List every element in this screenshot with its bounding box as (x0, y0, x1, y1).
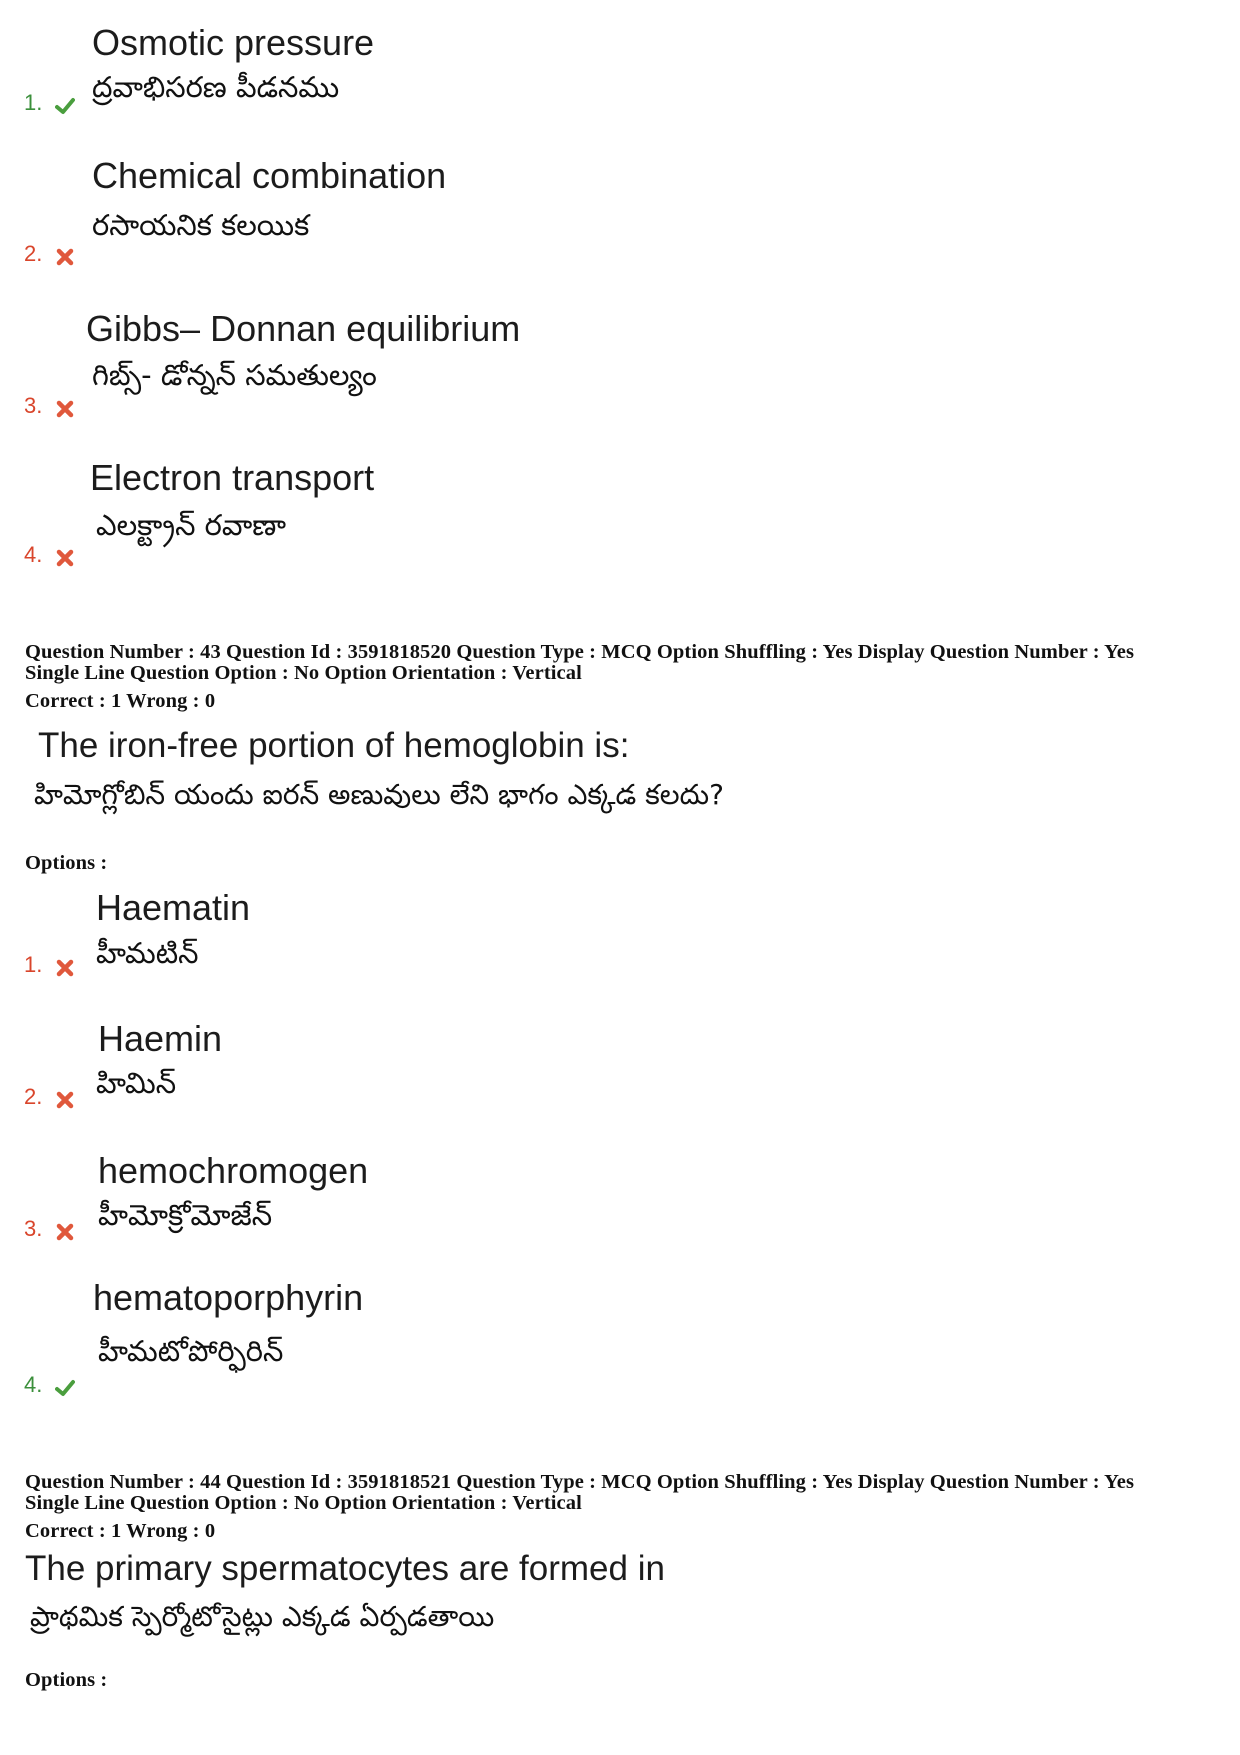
question-meta: Question Number : 44 Question Id : 3591818521 Question Type : MCQ Option Shuffling : Yes Display Question Number : Yes (25, 1471, 1135, 1493)
cross-icon (55, 1222, 75, 1242)
option-number: 1. (24, 90, 43, 115)
question-text-en: The primary spermatocytes are formed in (25, 1549, 665, 1588)
option-number-row (24, 1372, 75, 1398)
question-text-te: హిమోగ్లోబిన్ యందు ఐరన్ అణువులు లేని భాగం ఎక్కడ కలదు? (34, 778, 724, 811)
option-number: 3. (24, 393, 43, 418)
option-number: 3. (24, 1216, 43, 1241)
option-number-row (24, 542, 75, 568)
option-number-row (24, 90, 75, 116)
question-marks: Correct : 1 Wrong : 0 (25, 1520, 216, 1542)
option-number-row (24, 241, 75, 267)
option-text-en: Haematin (96, 887, 251, 928)
option-number: 4. (24, 542, 43, 567)
option-text-en: Chemical combination (92, 155, 447, 196)
option-text-te: రసాయనిక కలయిక (92, 208, 310, 242)
check-icon (55, 96, 75, 116)
option-text-te: ఎలక్ట్రాన్ రవాణా (96, 508, 287, 542)
cross-icon (55, 958, 75, 978)
option-number-row (24, 393, 75, 419)
cross-icon (55, 247, 75, 267)
options-label: Options : (25, 1669, 108, 1691)
options-label: Options : (25, 852, 108, 874)
question-text-te: ప్రాథమిక స్పెర్మోటోసైట్లు ఎక్కడ ఏర్పడతాయి (30, 1600, 495, 1633)
option-text-en: Gibbs– Donnan equilibrium (86, 308, 521, 349)
question-text-en: The iron-free portion of hemoglobin is: (38, 726, 630, 765)
question-meta: Question Number : 43 Question Id : 3591818520 Question Type : MCQ Option Shuffling : Yes Display Question Number : Yes (25, 641, 1135, 663)
cross-icon (55, 548, 75, 568)
option-number: 4. (24, 1372, 43, 1397)
option-number: 2. (24, 241, 43, 266)
question-marks: Correct : 1 Wrong : 0 (25, 690, 216, 712)
option-number-row (24, 1084, 75, 1110)
check-icon (55, 1378, 75, 1398)
option-text-en: Osmotic pressure (92, 22, 375, 63)
option-text-te: హీమటోపోర్ఫిరిన్ (98, 1334, 284, 1368)
cross-icon (55, 1090, 75, 1110)
question-meta: Single Line Question Option : No Option Orientation : Vertical (25, 1492, 582, 1514)
option-number-row (24, 1216, 75, 1242)
option-text-en: hemochromogen (98, 1150, 369, 1191)
option-text-en: hematoporphyrin (93, 1277, 364, 1318)
cross-icon (55, 399, 75, 419)
option-number: 2. (24, 1084, 43, 1109)
option-text-te: హీమోక్రోమోజేన్ (98, 1198, 273, 1232)
option-text-en: Electron transport (90, 457, 375, 498)
question-meta: Single Line Question Option : No Option Orientation : Vertical (25, 662, 582, 684)
option-text-te: హిమిన్ (96, 1066, 177, 1100)
option-text-te: హీమటిన్ (96, 936, 199, 970)
option-text-te: గిబ్స్- డోన్నన్ సమతుల్యం (92, 358, 377, 392)
option-text-en: Haemin (98, 1018, 223, 1059)
option-number-row (24, 952, 75, 978)
option-text-te: ద్రవాభిసరణ పీడనము (92, 70, 340, 104)
option-number: 1. (24, 952, 43, 977)
